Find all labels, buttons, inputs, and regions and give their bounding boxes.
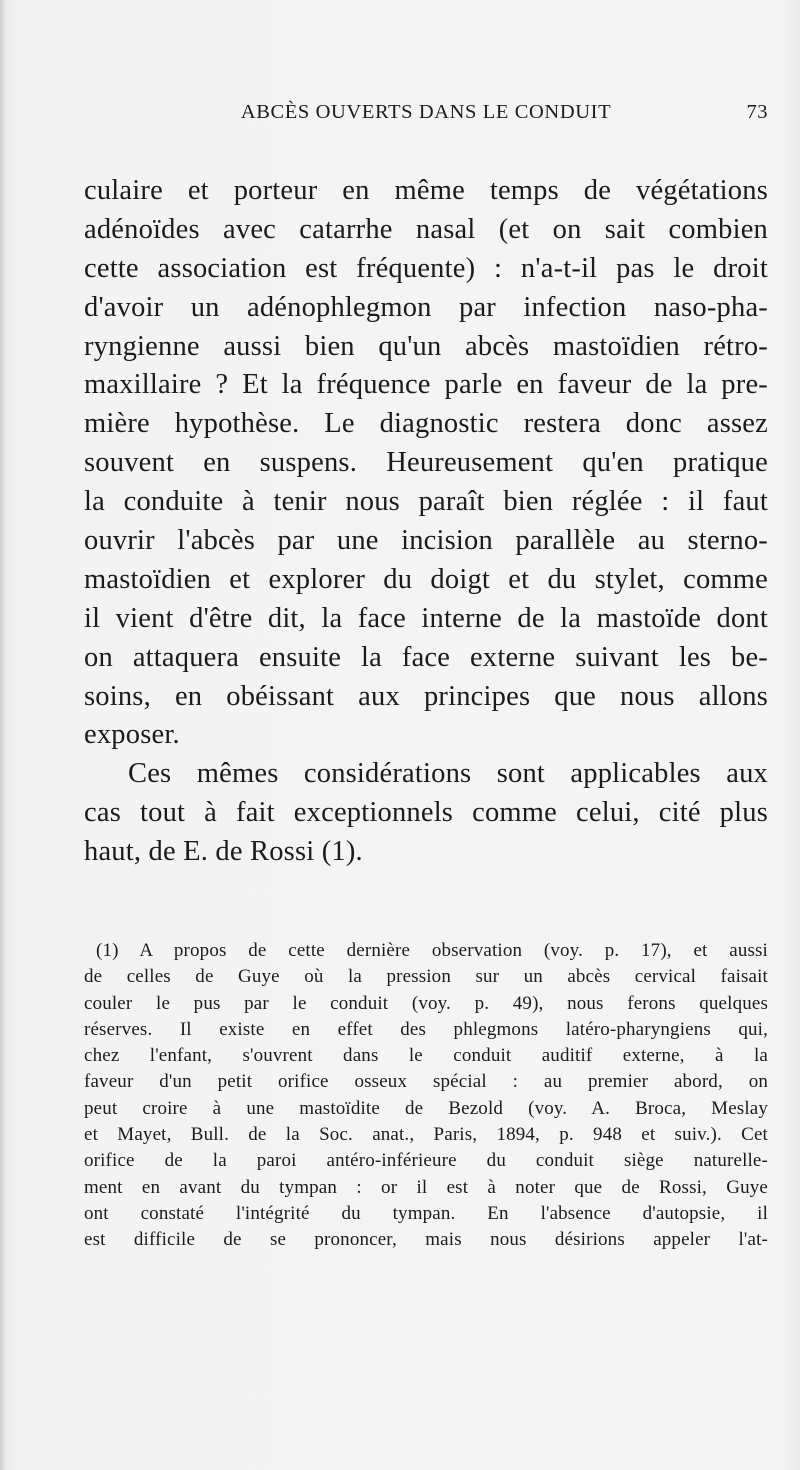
body-line: on attaquera ensuite la face externe suivant les be- (84, 641, 768, 673)
body-line: d'avoir un adénophlegmon par infection naso-pha- (84, 291, 768, 323)
footnote-line: de celles de Guye où la pression sur un abcès cervical faisait (84, 966, 768, 988)
body-line: ryngienne aussi bien qu'un abcès mastoïdien rétro- (84, 330, 768, 362)
body-line: mastoïdien et explorer du doigt et du stylet, comme (84, 563, 768, 595)
footnote-line: couler le pus par le conduit (voy. p. 49), nous ferons quelques (84, 992, 768, 1014)
body-text (84, 172, 768, 872)
footnote-line: faveur d'un petit orifice osseux spécial : au premier abord, on (84, 1071, 768, 1093)
footnote-line: et Mayet, Bull. de la Soc. anat., Paris, 1894, p. 948 et suiv.). Cet (84, 1124, 768, 1146)
body-line: soins, en obéissant aux principes que nous allons (84, 680, 768, 712)
binding-edge (0, 0, 6, 1470)
body-line: la conduite à tenir nous paraît bien réglée : il faut (84, 486, 768, 518)
body-line: maxillaire ? Et la fréquence parle en faveur de la pre- (84, 369, 768, 401)
footnote (84, 938, 768, 1254)
footnote-line: peut croire à une mastoïdite de Bezold (voy. A. Broca, Meslay (84, 1097, 768, 1119)
body-line: Ces mêmes considérations sont applicables aux (128, 758, 768, 790)
footnote-line: ont constaté l'intégrité du tympan. En l'absence d'autopsie, il (84, 1202, 768, 1224)
body-line: mière hypothèse. Le diagnostic restera donc assez (84, 408, 768, 440)
body-line: il vient d'être dit, la face interne de la mastoïde dont (84, 602, 768, 634)
page-number: 73 (746, 101, 768, 123)
body-line: cette association est fréquente) : n'a-t-il pas le droit (84, 252, 768, 284)
footnote-line: réserves. Il existe en effet des phlegmons latéro-pharyngiens qui, (84, 1018, 768, 1040)
body-line: culaire et porteur en même temps de végétations (84, 175, 768, 206)
body-line: adénoïdes avec catarrhe nasal (et on sait combien (84, 213, 768, 245)
footnote-line: (1) A propos de cette dernière observation (voy. p. 17), et aussi (96, 940, 768, 961)
footnote-line: est difficile de se prononcer, mais nous désirions appeler l'at- (84, 1229, 768, 1251)
body-line: souvent en suspens. Heureusement qu'en pratique (84, 447, 768, 479)
body-line: exposer. (84, 719, 180, 751)
footnote-line: chez l'enfant, s'ouvrent dans le conduit auditif externe, à la (84, 1045, 768, 1067)
body-line: cas tout à fait exceptionnels comme celui, cité plus (84, 797, 768, 829)
footnote-line: orifice de la paroi antéro-inférieure du conduit siège naturelle- (84, 1150, 768, 1172)
running-title: ABCÈS OUVERTS DANS LE CONDUIT (240, 101, 612, 123)
body-line: haut, de E. de Rossi (1). (84, 836, 363, 868)
footnote-line: ment en avant du tympan : or il est à noter que de Rossi, Guye (84, 1176, 768, 1198)
body-line: ouvrir l'abcès par une incision parallèle au sterno- (84, 525, 768, 557)
running-head (84, 101, 768, 131)
